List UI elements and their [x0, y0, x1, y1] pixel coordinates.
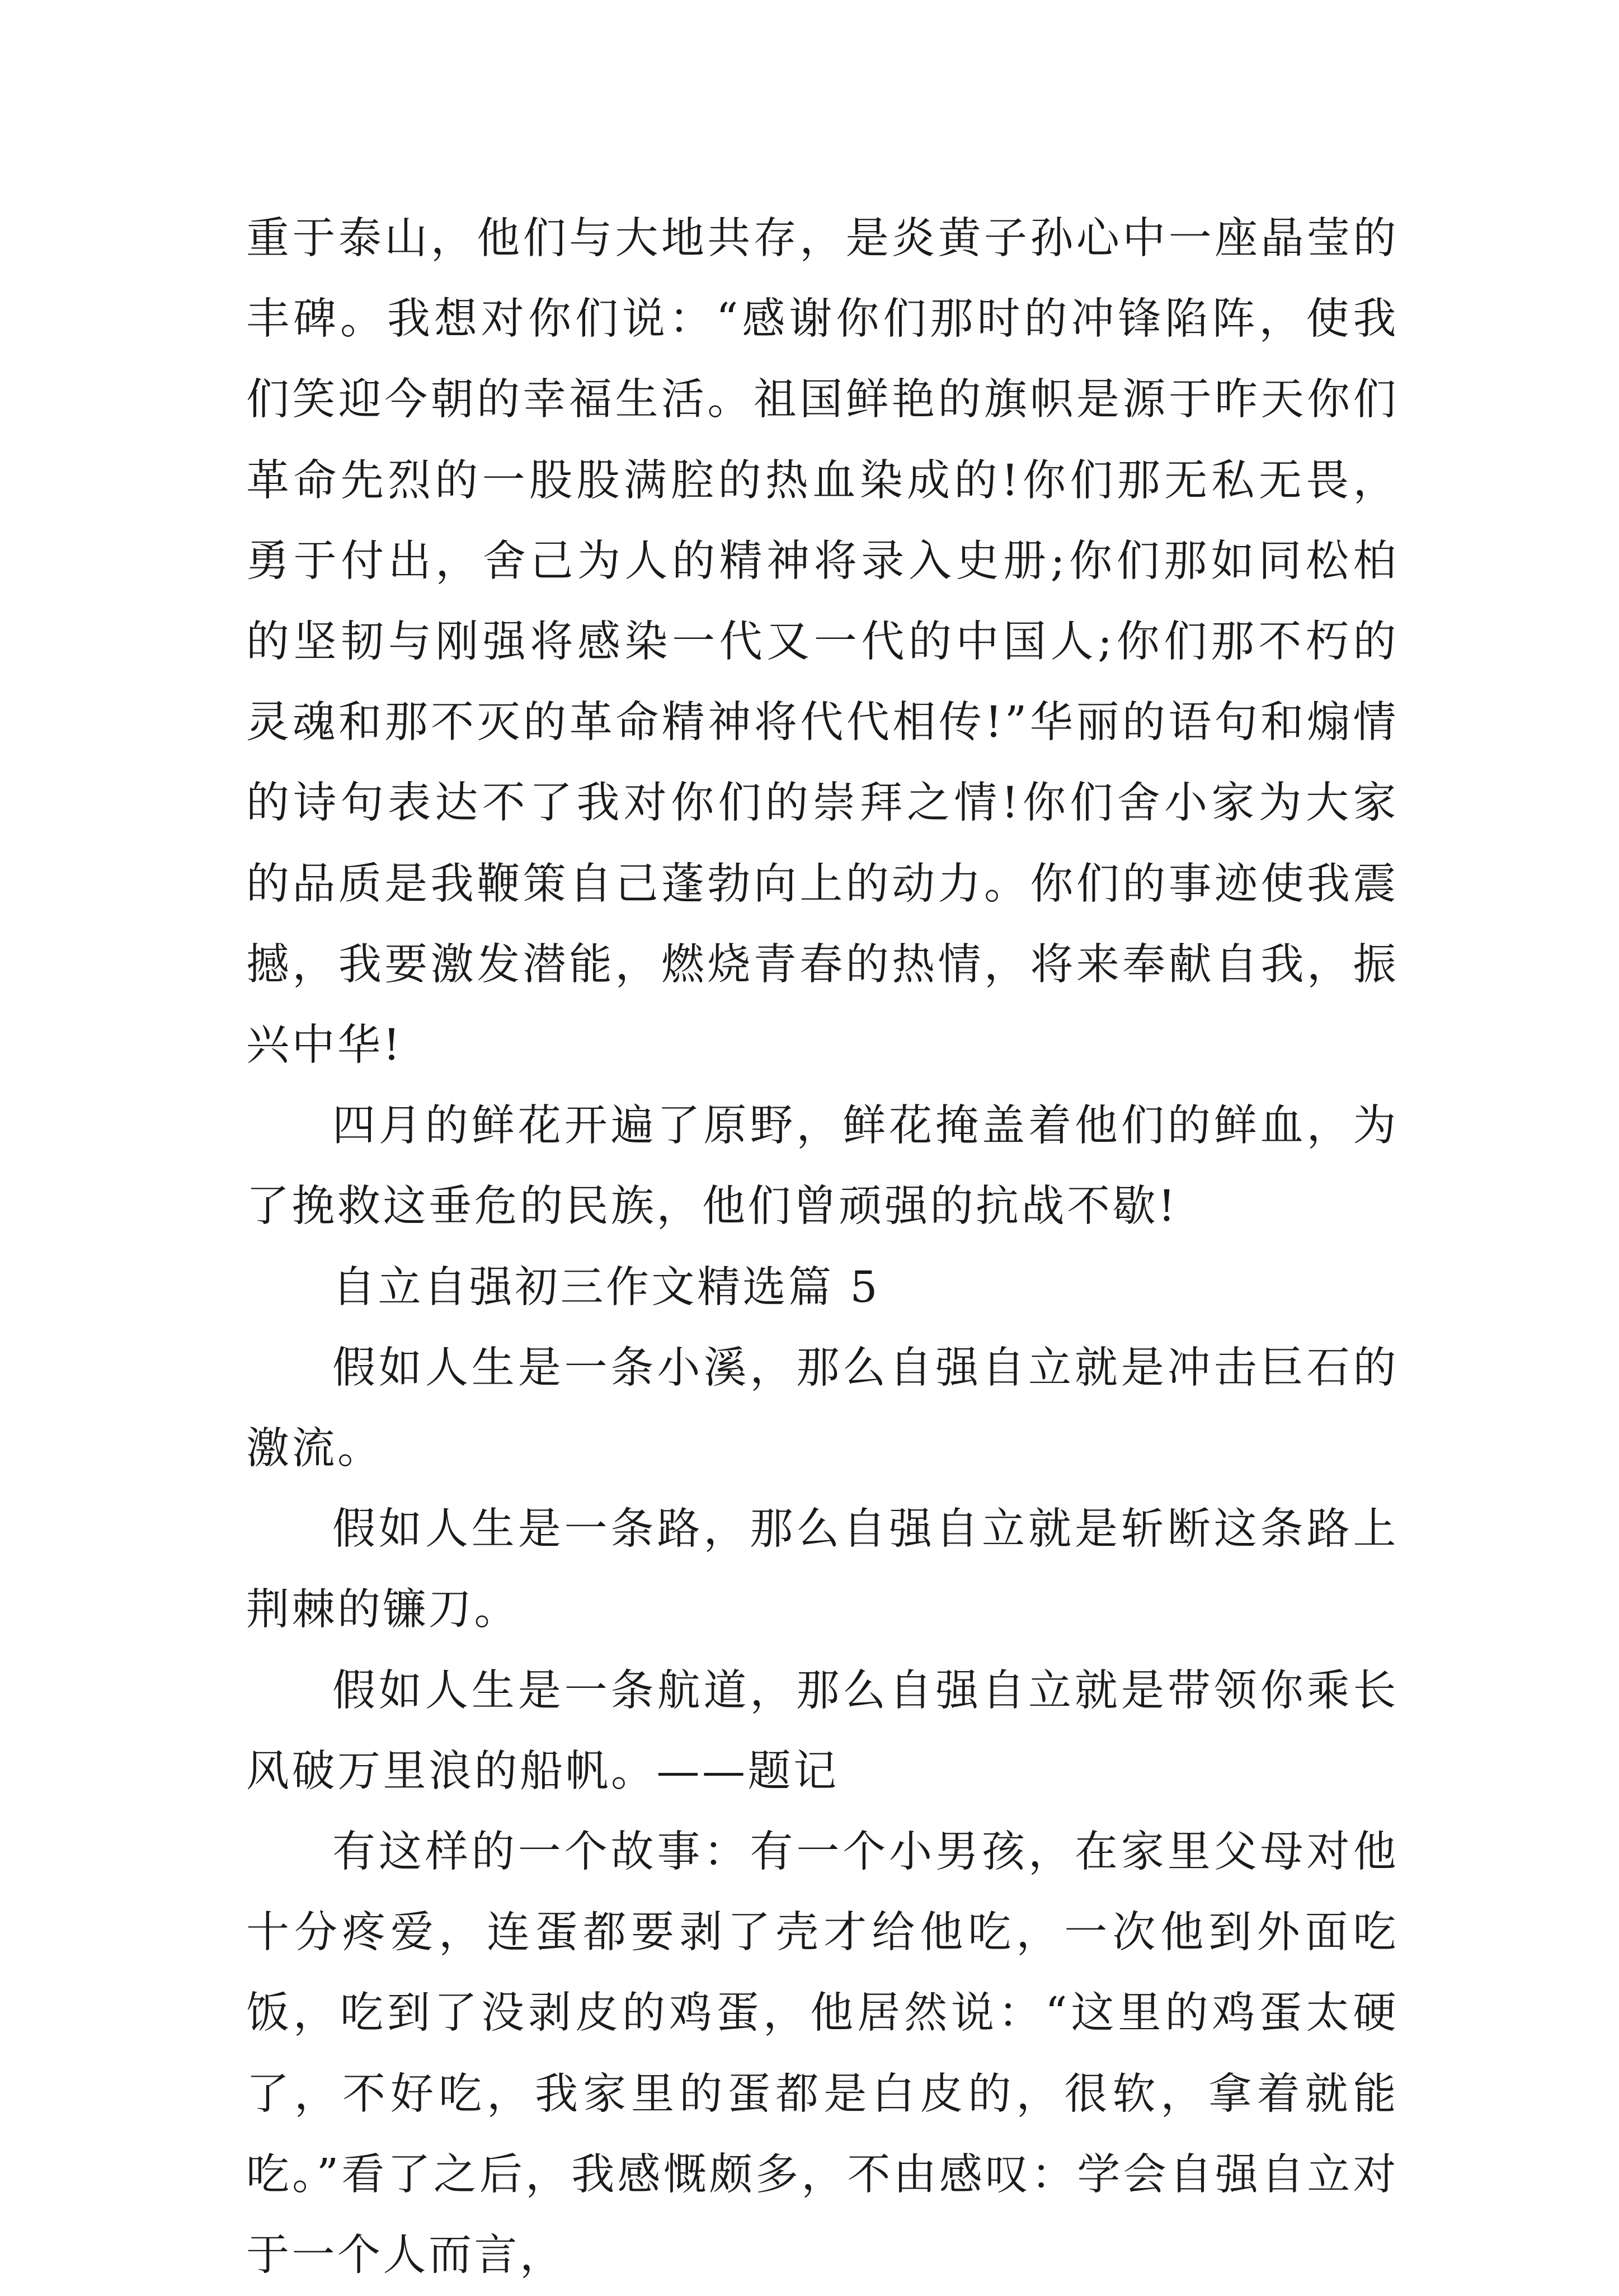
section-heading: 自立自强初三作文精选篇 5 [332, 1262, 880, 1312]
paragraph: 假如人生是一条路，那么自强自立就是斩断这条路上荆棘的镰刀。 [246, 1504, 1399, 1635]
paragraph: 假如人生是一条航道，那么自强自立就是带领你乘长风破万里浪的船帆。——题记 [246, 1665, 1399, 1796]
paragraph: 四月的鲜花开遍了原野，鲜花掩盖着他们的鲜血，为了挽救这垂危的民族，他们曾顽强的抗战不歇! [246, 1101, 1399, 1232]
paragraph-continuation: 重于泰山，他们与大地共存，是炎黄子孙心中一座晶莹的丰碑。我想对你们说：“感谢你们那时的冲锋陷阵，使我们笑迎今朝的幸福生活。祖国鲜艳的旗帜是源于昨天你们革命先烈的一股股满腔的热血染成的!你们那无私无畏，勇于付出，舍己为人的精神将录入史册;你们那如同松柏的坚韧与刚强将感染一代又一代的中国人;你们那不朽的灵魂和那不灭的革命精神将代代相传!”华丽的语句和煽情的诗句表达不了我对你们的崇拜之情!你们舍小家为大家的品质是我鞭策自己蓬勃向上的动力。你们的事迹使我震撼，我要激发潜能，燃烧青春的热情，将来奉献自我，振兴中华! [246, 214, 1399, 1071]
paragraph: 假如人生是一条小溪，那么自强自立就是冲击巨石的激流。 [246, 1343, 1399, 1474]
paragraph: 有这样的一个故事：有一个小男孩，在家里父母对他十分疼爱，连蛋都要剥了壳才给他吃，一次他到外面吃饭，吃到了没剥皮的鸡蛋，他居然说：“这里的鸡蛋太硬了，不好吃，我家里的蛋都是白皮的，很软，拿着就能吃。”看了之后，我感慨颇多，不由感叹：学会自强自立对于一个人而言， [246, 1827, 1399, 2281]
document-body [246, 199, 1399, 2296]
